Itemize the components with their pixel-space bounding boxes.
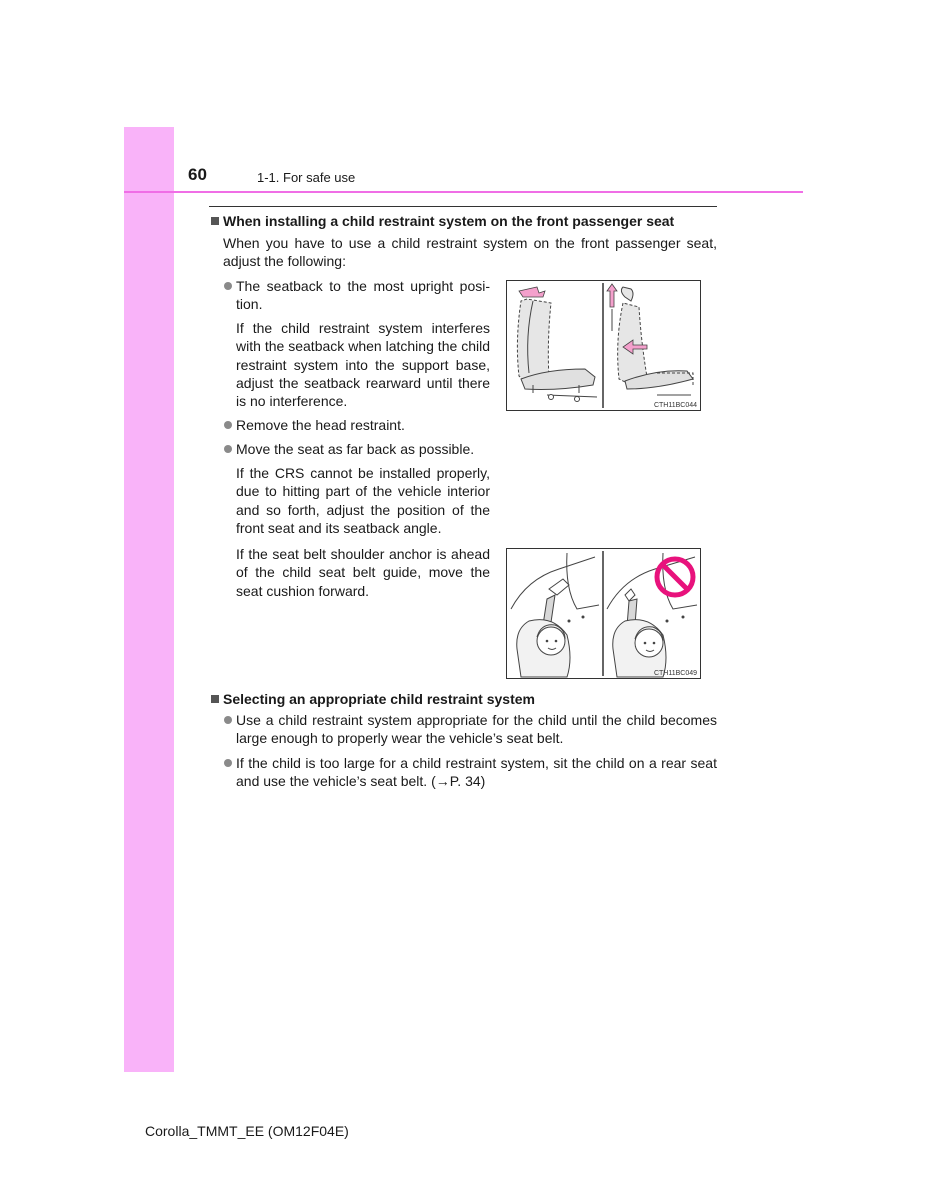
heading-square-icon — [211, 695, 219, 703]
section2-bullet1 — [236, 711, 717, 748]
accent-side-band — [124, 127, 174, 1072]
bullet-dot-icon — [224, 716, 232, 724]
section1-bullet3 — [236, 440, 516, 458]
section1-bullet3-note2: If the seat belt shoulder anchor is ahead of the child seat belt guide, move the seat cushion forward. — [236, 546, 490, 599]
section-divider — [209, 206, 717, 207]
figure-code: CTH11BC049 — [653, 670, 697, 677]
bullet-dot-icon — [224, 445, 232, 453]
section2-bullet2 — [236, 754, 717, 791]
section1-bullet1-note: If the child restraint system interferes with the seatback when latching the child restraint system into the support base, adjust the seatback rearward until there is no interference. — [236, 320, 490, 410]
section1-intro: When you have to use a child restraint system on the front passenger seat, adjust the following: — [223, 235, 717, 270]
page-number: 60 — [188, 165, 207, 184]
section1-bullet2 — [236, 416, 516, 434]
figure-code: CTH11BC044 — [653, 402, 697, 409]
heading-square-icon — [211, 217, 219, 225]
bullet-dot-icon — [224, 759, 232, 767]
seat-adjustment-figure — [506, 280, 701, 411]
section1-bullet3-note1: If the CRS cannot be installed properly, due to hitting part of the vehicle interior and so forth, adjust the position of the front seat and its seatback angle. — [236, 465, 490, 536]
bullet-dot-icon — [224, 282, 232, 290]
section2-heading — [211, 691, 535, 707]
section1-bullet1 — [236, 277, 490, 314]
seat-adjustment-illustration — [507, 281, 700, 410]
seat-belt-anchor-figure — [506, 548, 701, 679]
section1-bullet1-text: The seatback to the most upright posi-tion. — [236, 278, 490, 313]
section1-heading — [211, 213, 674, 229]
chapter-title: 1-1. For safe use — [257, 170, 356, 185]
bullet-dot-icon — [224, 421, 232, 429]
footer-document-id: Corolla_TMMT_EE (OM12F04E) — [145, 1123, 349, 1139]
section1-heading-text: When installing a child restraint system on the front passenger seat — [223, 213, 675, 229]
seat-belt-anchor-illustration — [507, 549, 700, 678]
section1-bullet3-text: Move the seat as far back as possible. — [236, 441, 475, 457]
header-rule — [124, 191, 803, 193]
section2-heading-text: Selecting an appropriate child restraint system — [223, 691, 535, 707]
section2-bullet2-text: If the child is too large for a child restraint system, sit the child on a rear seat and use the vehicle’s seat belt. (→P. 34) — [236, 755, 717, 790]
section1-bullet2-text: Remove the head restraint. — [236, 417, 405, 433]
section2-bullet1-text: Use a child restraint system appropriate for the child until the child becomes large enough to properly wear the vehicle’s seat belt. — [236, 712, 717, 747]
